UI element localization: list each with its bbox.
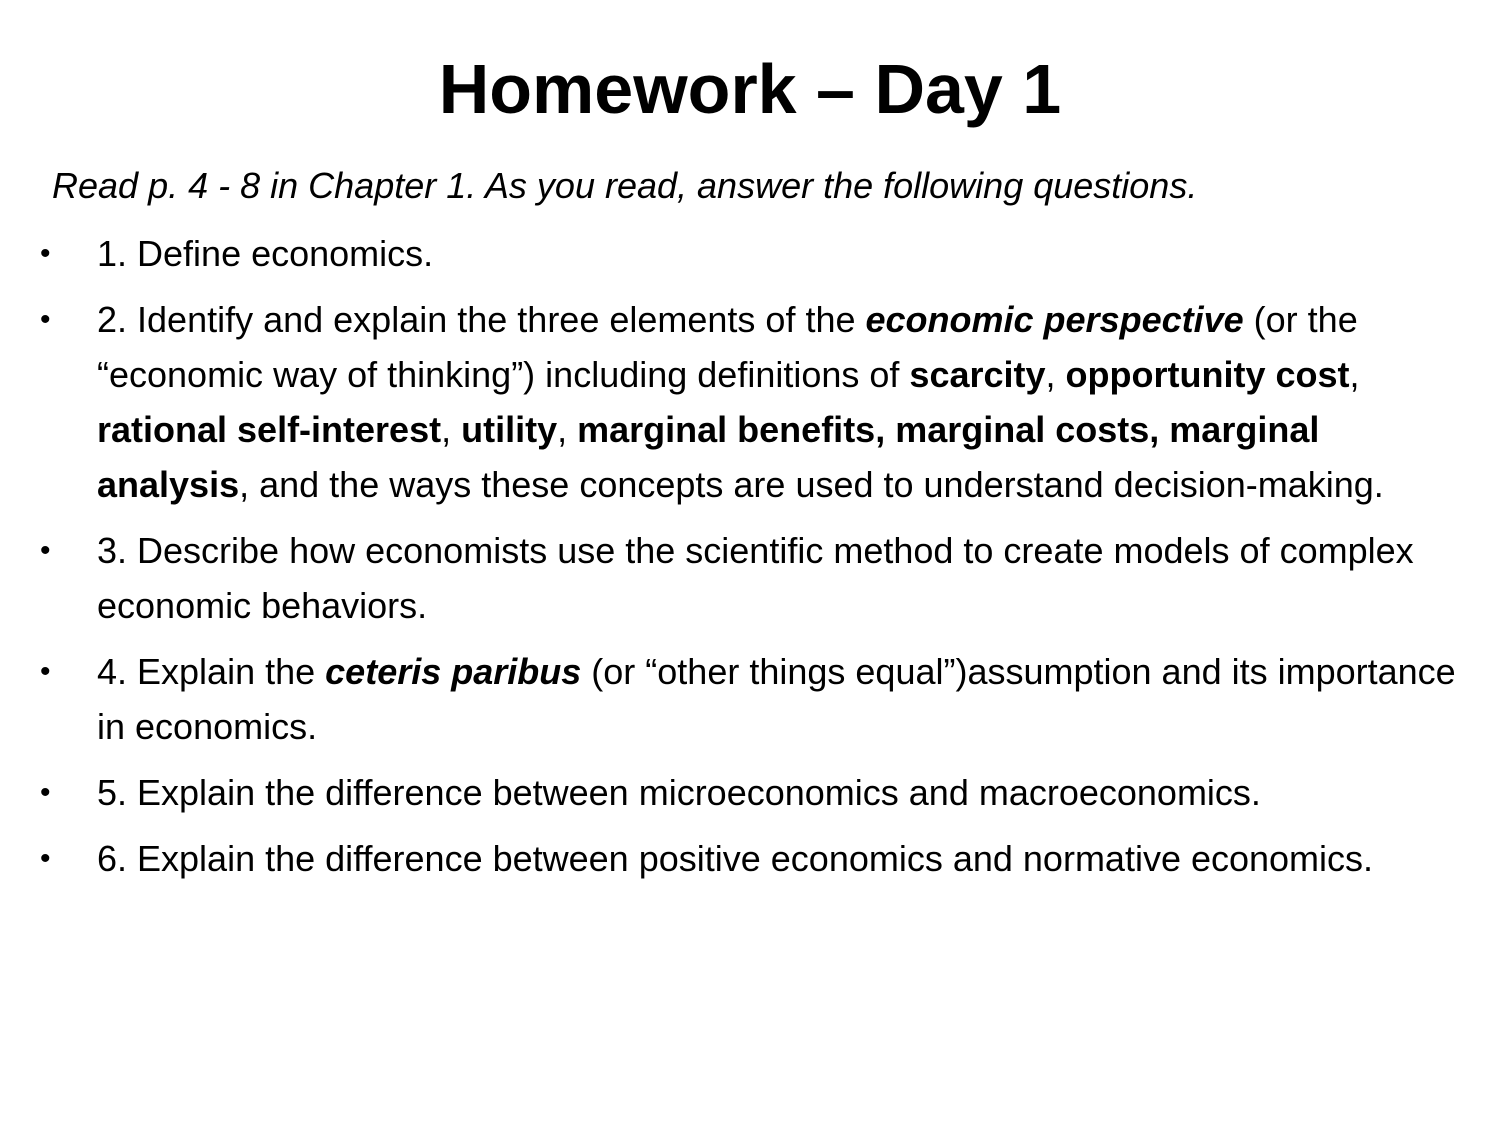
- question-text: 3. Describe how economists use the scientific method to create models of complex economic behaviors.: [97, 530, 1414, 626]
- term-ceteris-paribus: ceteris paribus: [325, 651, 582, 692]
- reading-instructions: Read p. 4 - 8 in Chapter 1. As you read, answer the following questions.: [52, 165, 1198, 206]
- bullet-icon: •: [40, 237, 51, 270]
- question-text: ,: [1349, 354, 1360, 395]
- question-text: ,: [1045, 354, 1066, 395]
- term-scarcity: scarcity: [909, 354, 1046, 395]
- question-text: 5. Explain the difference between microeconomics and macroeconomics.: [97, 772, 1261, 813]
- term-rational-self-interest: rational self-interest: [97, 409, 442, 450]
- term-utility: utility: [461, 409, 558, 450]
- list-item-question-4: [0, 644, 1457, 754]
- term-marginal-concepts: marginal benefits, marginal costs, marginal analysis: [97, 409, 1320, 505]
- question-list: [0, 226, 1500, 897]
- term-economic-perspective: economic perspective: [865, 299, 1244, 340]
- question-text: 1. Define economics.: [97, 233, 434, 274]
- question-text: 2. Identify and explain the three elements of the: [97, 299, 866, 340]
- list-item-question-5: [0, 765, 1457, 820]
- list-item-question-6: [0, 831, 1457, 886]
- question-text: (or the “economic way of thinking”) including definitions of: [97, 299, 1358, 395]
- bullet-icon: •: [40, 534, 51, 567]
- bullet-icon: •: [40, 655, 51, 688]
- list-item-question-2: [0, 292, 1457, 512]
- list-item-question-3: [0, 523, 1457, 633]
- bullet-icon: •: [40, 842, 51, 875]
- question-text: , and the ways these concepts are used to understand decision-making.: [239, 464, 1384, 505]
- page-title: Homework – Day 1: [438, 50, 1062, 128]
- bullet-icon: •: [40, 303, 51, 336]
- question-text: 6. Explain the difference between positive economics and normative economics.: [97, 838, 1374, 879]
- question-text: 4. Explain the: [97, 651, 326, 692]
- term-opportunity-cost: opportunity cost: [1065, 354, 1350, 395]
- question-text: ,: [557, 409, 578, 450]
- question-text: (or “other things equal”)assumption and its importance in economics.: [97, 651, 1456, 747]
- list-item-question-1: [0, 226, 1457, 281]
- question-text: ,: [441, 409, 462, 450]
- bullet-icon: •: [40, 776, 51, 809]
